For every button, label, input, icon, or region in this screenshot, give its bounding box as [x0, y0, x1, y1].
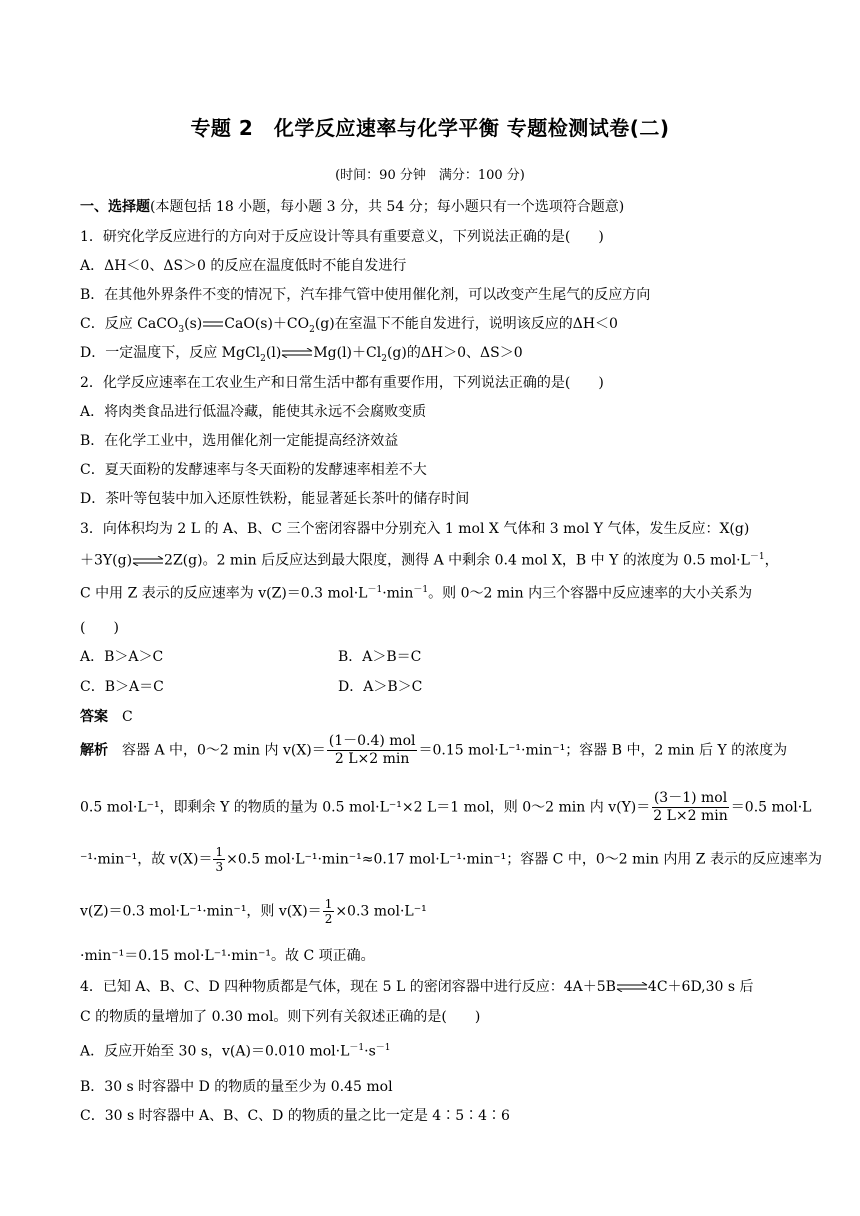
fraction: [323, 897, 335, 926]
q2-stem: 2．化学反应速率在工农业生产和日常生活中都有重要作用，下列说法正确的是( ): [80, 375, 604, 391]
q1-c-text-2: (s): [184, 316, 203, 332]
page-title: 专题 2 化学反应速率与化学平衡 专题检测试卷(二): [190, 116, 670, 140]
q3-l3-sup-1: －1: [367, 585, 383, 595]
analysis-r2-text-2: ＝0.5 mol·L: [730, 799, 812, 816]
reversible-arrow-icon: [616, 982, 648, 992]
answer-label: 答案: [80, 709, 108, 725]
analysis-row-1: [80, 733, 787, 768]
analysis-r3-text-2: ×0.5 mol·L⁻¹·min⁻¹≈0.17 mol·L⁻¹·min⁻¹；容器 C 中，0～2 min 内用 Z 表示的反应速率为: [226, 851, 822, 868]
q3-answer-blank: ( ): [80, 620, 119, 636]
q1-c-text-1: C．反应 CaCO: [80, 316, 179, 332]
q3-l3-text-1: C 中用 Z 表示的反应速率为 v(Z)＝0.3 mol·L: [80, 585, 368, 602]
analysis-row-5: ·min⁻¹＝0.15 mol·L⁻¹·min⁻¹。故 C 项正确。: [80, 948, 375, 964]
fraction-denominator: 2 L×2 min: [653, 808, 728, 824]
q1-d-text-1: D．一定温度下，反应 MgCl: [80, 345, 261, 361]
fraction-denominator: 3: [215, 860, 224, 874]
q3-option-d: D．A＞B＞C: [338, 679, 423, 695]
q1-option-b: B．在其他外界条件不变的情况下，汽车排气管中使用催化剂，可以改变产生尾气的反应方向: [80, 287, 651, 303]
q3-l2-text-2: 2Z(g)。2 min 后反应达到最大限度，测得 A 中剩余 0.4 mol X，B 中 Y 的浓度为 0.5 mol·L: [164, 552, 750, 569]
fraction: [651, 790, 730, 825]
q4-l1-text-1: 4．已知 A、B、C、D 四种物质都是气体，现在 5 L 的密闭容器中进行反应：4A＋5B: [80, 979, 616, 995]
q1-d-sub-1: 2: [260, 353, 266, 364]
q3-l3-text-2: ·min: [382, 585, 414, 602]
q3-option-a: A．B＞A＞C: [80, 649, 164, 665]
q1-c-text-4: (g)在室温下不能自发进行，说明该反应的ΔH＜0: [314, 316, 618, 332]
q4-stem-line-2: C 的物质的量增加了 0.30 mol。则下列有关叙述正确的是( ): [80, 1009, 481, 1025]
q1-c-text-3: CaO(s)＋CO: [224, 316, 310, 332]
q2-option-b: B．在化学工业中，选用催化剂一定能提高经济效益: [80, 433, 399, 449]
q1-stem: 1．研究化学反应进行的方向对于反应设计等具有重要意义，下列说法正确的是( ): [80, 229, 604, 245]
q3-stem-line-3: [80, 582, 752, 603]
q2-option-c: C．夏天面粉的发酵速率与冬天面粉的发酵速率相差不大: [80, 462, 427, 478]
q3-option-c: C．B＞A＝C: [80, 679, 164, 695]
q4-a-text-1: A．反应开始至 30 s，v(A)＝0.010 mol·L: [80, 1043, 350, 1060]
q1-d-text-4: (g)的ΔH＞0、ΔS＞0: [386, 345, 523, 361]
fraction: [213, 845, 225, 874]
q2-option-a: A．将肉类食品进行低温冷藏，能使其永远不会腐败变质: [80, 404, 427, 420]
q4-option-b: B．30 s 时容器中 D 的物质的量至少为 0.45 mol: [80, 1079, 393, 1095]
section-heading-label: 一、选择题: [80, 199, 150, 215]
reversible-arrow-icon: [132, 556, 164, 566]
reversible-arrow-icon: [281, 348, 313, 358]
fraction-denominator: 2 L×2 min: [334, 751, 410, 767]
q1-d-sub-2: 2: [381, 353, 387, 364]
q2-option-d: D．茶叶等包装中加入还原性铁粉，能显著延长茶叶的储存时间: [80, 491, 470, 507]
fraction-numerator: (1－0.4) mol: [328, 733, 416, 749]
q3-l3-text-3: 。则 0～2 min 内三个容器中反应速率的大小关系为: [428, 585, 753, 602]
analysis-label: 解析: [80, 742, 108, 759]
q1-d-text-2: (l): [265, 345, 282, 361]
analysis-r3-text-1: ⁻¹·min⁻¹，故 v(X)＝: [80, 851, 213, 868]
q1-c-sub-1: 3: [178, 324, 185, 335]
fraction-numerator: (3－1) mol: [653, 790, 728, 806]
q4-stem-line-1: [80, 976, 754, 996]
q3-option-b: B．A＞B＝C: [338, 649, 422, 665]
answer-row: [80, 706, 133, 726]
q1-d-text-3: Mg(l)＋Cl: [313, 345, 382, 361]
q3-l2-text-1: ＋3Y(g): [80, 552, 133, 569]
q3-l2-text-3: ，: [764, 552, 779, 569]
q1-option-c: [80, 313, 618, 335]
q3-stem-line-2: [80, 549, 779, 570]
fraction-numerator: 1: [324, 897, 333, 911]
high-temp-equals-icon: [202, 320, 224, 328]
analysis-r4-text-1: v(Z)＝0.3 mol·L⁻¹·min⁻¹，则 v(X)＝: [80, 903, 322, 920]
analysis-r1-text-1: 容器 A 中，0～2 min 内 v(X)＝: [122, 742, 326, 759]
section-heading: [80, 196, 624, 216]
answer-value: C: [122, 709, 133, 725]
q4-option-c: C．30 s 时容器中 A、B、C、D 的物质的量之比一定是 4∶5∶4∶6: [80, 1108, 510, 1124]
section-description: (本题包括 18 小题，每小题 3 分，共 54 分；每小题只有一个选项符合题意): [150, 199, 625, 215]
exam-meta: (时间：90 分钟 满分：100 分): [335, 168, 525, 183]
fraction-denominator: 2: [324, 912, 333, 926]
q1-option-d: [80, 342, 523, 364]
q4-a-text-2: ·s: [364, 1043, 376, 1060]
q4-l1-text-2: 4C＋6D,30 s 后: [647, 979, 754, 995]
q1-option-a: A．ΔH＜0、ΔS＞0 的反应在温度低时不能自发进行: [80, 258, 407, 274]
q4-a-sup-2: －1: [375, 1043, 391, 1053]
analysis-r2-text-1: 0.5 mol·L⁻¹，即剩余 Y 的物质的量为 0.5 mol·L⁻¹×2 L＝1 mol，则 0～2 min 内 v(Y)＝: [80, 799, 651, 816]
q1-c-sub-2: 2: [309, 324, 315, 335]
q3-l2-sup: －1: [749, 552, 765, 562]
analysis-row-2: [80, 790, 811, 825]
fraction: [327, 733, 418, 768]
analysis-r4-text-2: ×0.3 mol·L⁻¹: [335, 903, 427, 920]
fraction-numerator: 1: [215, 845, 224, 859]
q3-l3-sup-2: －1: [413, 585, 429, 595]
analysis-row-4: [80, 897, 427, 926]
analysis-row-3: [80, 845, 822, 874]
q4-a-sup-1: －1: [349, 1043, 365, 1053]
q4-option-a: [80, 1040, 391, 1061]
q3-stem-line-1: 3．向体积均为 2 L 的 A、B、C 三个密闭容器中分别充入 1 mol X 气体和 3 mol Y 气体，发生反应：X(g): [80, 521, 750, 537]
analysis-r1-text-2: ＝0.15 mol·L⁻¹·min⁻¹；容器 B 中，2 min 后 Y 的浓度为: [418, 742, 788, 759]
